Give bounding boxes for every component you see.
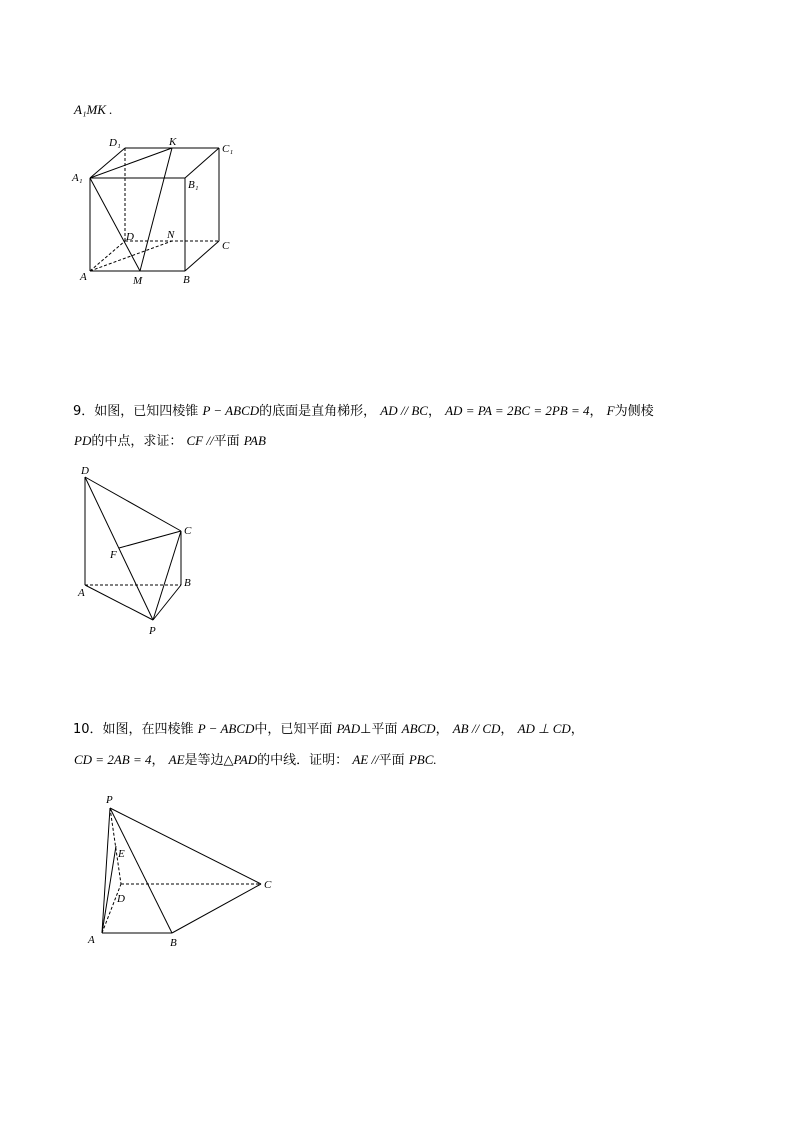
q10-text: ， [435,722,449,737]
q10-math: P − ABCD [197,721,255,736]
label-b1: B₁ [188,179,199,191]
edge-p-b [110,808,172,933]
label-a1: A₁ [72,172,83,184]
q10-text: 如图，在四棱锥 [102,722,194,737]
edge-p-c [110,808,261,884]
q10-math: ABCD [401,721,436,736]
q10-text: ⊥平面 [360,722,398,737]
q10-math: PBC. [408,752,437,767]
label-c: C [264,879,272,891]
q10-text: ， [151,753,165,768]
q10-math: PAD [336,721,361,736]
label-a: A [80,271,87,283]
label-d: D [126,231,134,243]
label-e: E [118,848,125,860]
label-c1: C₁ [222,143,234,155]
q10-math: PAD [233,752,258,767]
q9-text: 的底面是直角梯形， [259,404,377,419]
label-b: B [184,577,191,589]
q9-math: CF // [186,433,214,448]
q9-text: 为侧棱 [614,404,654,419]
q9-text: 平面 [213,434,240,449]
label-p: P [149,625,156,637]
label-f: F [110,549,117,561]
label-k: K [169,136,177,148]
label-d: D [117,893,125,905]
label-n: N [167,229,175,241]
header-math: A₁MK . [74,102,113,117]
q9-text: ， [589,404,603,419]
label-b: B [170,937,177,949]
q10-text: 平面 [378,753,405,768]
label-a: A [78,587,85,599]
q9-number: 9． [73,404,95,419]
q9-text: ， [427,404,441,419]
q10-math: AE [168,752,185,767]
q9-text: 的中点，求证： [91,434,183,449]
q10-math: AE // [352,752,379,767]
q9-math: F [606,403,615,418]
q10-text: ， [570,722,584,737]
q10-math: CD = 2AB = 4 [74,752,152,767]
q10-text: 中，已知平面 [254,722,333,737]
q9-text: 如图，已知四棱锥 [94,404,199,419]
q10-number: 10． [73,722,103,737]
q9-math: PAB [243,433,266,448]
q9-math: P − ABCD [202,403,260,418]
q10-text: ， [500,722,514,737]
label-c: C [184,525,192,537]
edge-b-c [172,884,261,933]
label-m: M [133,275,143,287]
q9-math: PD [74,433,92,448]
label-d: D [81,465,89,477]
q10-text: 的中线．证明： [257,753,349,768]
q9-math: AD // BC [380,403,428,418]
label-p: P [106,794,113,806]
label-b: B [183,274,190,286]
label-a: A [88,934,95,946]
label-d1: D₁ [109,137,121,149]
q10-math: AB // CD [452,721,501,736]
q10-math: AD ⊥ CD [517,721,571,736]
edge-p-a [102,808,110,933]
label-c: C [222,240,230,252]
edge-a-e [102,846,116,933]
q10-text: 是等边△ [184,753,234,768]
q9-math: AD = PA = 2BC = 2PB = 4 [445,403,590,418]
